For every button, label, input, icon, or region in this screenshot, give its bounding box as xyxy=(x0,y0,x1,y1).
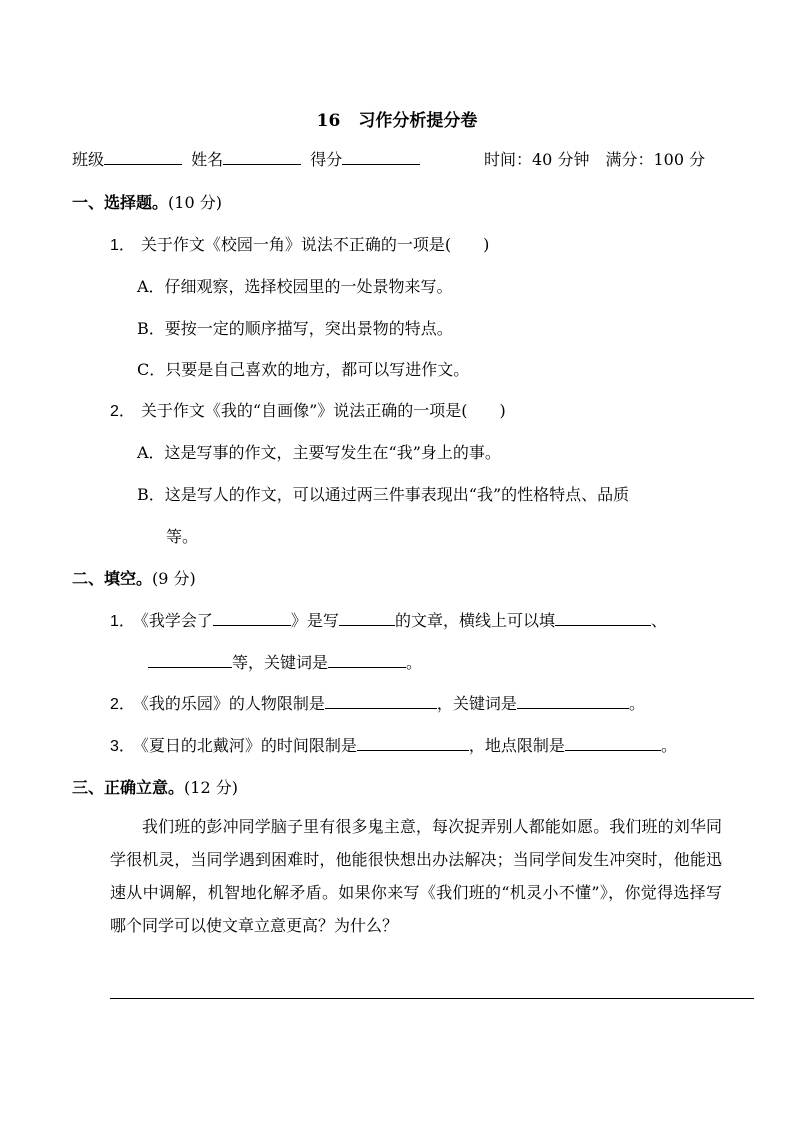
section3-heading: 三、正确立意。(12 分) xyxy=(72,778,238,797)
question-2-1-continued: 等，关键词是 。 xyxy=(148,650,422,673)
question-2-1: 1． 《我学会了 》是写 的文章，横线上可以填 、 xyxy=(110,611,667,630)
blank-2-1-b[interactable] xyxy=(339,624,395,626)
question-1-1 xyxy=(110,232,489,255)
option-1-2-a[interactable]: A．这是写事的作文，主要写发生在“我”身上的事。 xyxy=(137,443,501,462)
full-score: 满分：100 分 xyxy=(605,150,706,169)
score-label: 得分 xyxy=(310,150,343,169)
exam-meta xyxy=(484,147,705,170)
question-number: 1． xyxy=(110,237,135,254)
question-number: 2． xyxy=(110,696,135,713)
option-1-2-b-continued: 等。 xyxy=(166,527,199,546)
question-number: 3． xyxy=(110,738,135,755)
question-2-3: 3． 《夏日的北戴河》的时间限制是 ，地点限制是 。 xyxy=(110,736,677,755)
option-1-1-c[interactable]: C．只要是自己喜欢的地方，都可以写进作文。 xyxy=(137,360,470,379)
question-text: 关于作文《我的“自画像”》说法正确的一项是( ) xyxy=(140,401,506,420)
class-field[interactable] xyxy=(104,163,182,165)
section1-heading: 一、选择题。(10 分) xyxy=(72,193,222,212)
blank-2-2-a[interactable] xyxy=(325,707,437,709)
blank-2-2-b[interactable] xyxy=(517,707,629,709)
option-1-2-b[interactable]: B．这是写人的作文，可以通过两三件事表现出“我”的性格特点、品质 xyxy=(137,485,630,504)
blank-2-3-b[interactable] xyxy=(565,749,661,751)
section3-score: (12 分) xyxy=(184,778,238,797)
section3-passage xyxy=(110,810,722,942)
time-limit: 时间：40 分钟 xyxy=(484,150,590,169)
student-info-line xyxy=(72,147,420,170)
title-number: 16 xyxy=(316,111,341,131)
page-title xyxy=(0,106,794,131)
section1-score: (10 分) xyxy=(168,193,222,212)
blank-2-1-a[interactable] xyxy=(213,624,291,626)
option-1-1-b[interactable]: B．要按一定的顺序描写，突出景物的特点。 xyxy=(137,319,453,338)
answer-line[interactable] xyxy=(110,998,754,999)
question-1-2 xyxy=(110,398,506,421)
section2-heading: 二、填空。(9 分) xyxy=(72,569,196,588)
question-2-2: 2． 《我的乐园》的人物限制是 ，关键词是 。 xyxy=(110,694,645,713)
question-text: 关于作文《校园一角》说法不正确的一项是( ) xyxy=(140,235,490,254)
class-label: 班级 xyxy=(72,150,105,169)
question-number: 2． xyxy=(110,403,135,420)
passage-text: 我们班的彭冲同学脑子里有很多鬼主意，每次捉弄别人都能如愿。我们班的刘华同学很机灵，当同学遇到困难时，他能很快想出办法解决；当同学间发生冲突时，他能迅速从中调解，机智地化解矛盾。如果你来写《我们班的“机灵小不懂”》，你觉得选择写哪个同学可以使文章立意更高？为什么？ xyxy=(110,817,722,935)
blank-2-1-e[interactable] xyxy=(328,666,406,668)
question-number: 1． xyxy=(110,613,135,630)
option-1-1-a[interactable]: A．仔细观察，选择校园里的一处景物来写。 xyxy=(137,277,453,296)
section2-score: (9 分) xyxy=(152,569,196,588)
blank-2-1-d[interactable] xyxy=(148,666,232,668)
blank-2-3-a[interactable] xyxy=(357,749,469,751)
name-label: 姓名 xyxy=(191,150,224,169)
blank-2-1-c[interactable] xyxy=(555,624,651,626)
score-field[interactable] xyxy=(342,163,420,165)
title-text: 习作分析提分卷 xyxy=(358,111,478,131)
name-field[interactable] xyxy=(223,163,301,165)
